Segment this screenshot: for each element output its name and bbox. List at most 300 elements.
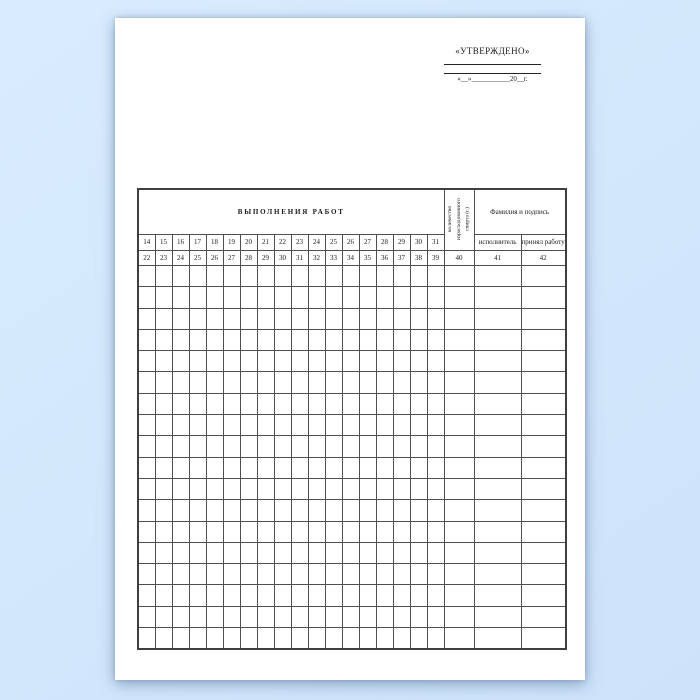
grid-cell [376, 457, 393, 478]
grid-cell [393, 372, 410, 393]
grid-cell [240, 585, 257, 606]
grid-cell [240, 372, 257, 393]
grid-cell [521, 308, 566, 329]
day-number-cell: 25 [325, 235, 342, 251]
grid-cell [155, 585, 172, 606]
grid-cell [521, 585, 566, 606]
document-page [115, 18, 585, 680]
column-numbers-row [138, 251, 566, 266]
grid-cell [474, 564, 521, 585]
day-number-cell: 27 [359, 235, 376, 251]
grid-cell [444, 393, 474, 414]
grid-cell [138, 393, 155, 414]
grid-cell [189, 585, 206, 606]
grid-cell [189, 521, 206, 542]
grid-cell [240, 521, 257, 542]
day-number-cell: 19 [223, 235, 240, 251]
grid-cell [257, 478, 274, 499]
grid-cell [308, 372, 325, 393]
grid-cell [359, 393, 376, 414]
grid-cell [155, 415, 172, 436]
grid-cell [342, 415, 359, 436]
day-number-cell: 17 [189, 235, 206, 251]
grid-cell [274, 585, 291, 606]
grid-cell [359, 542, 376, 563]
grid-cell [393, 457, 410, 478]
grid-cell [342, 393, 359, 414]
grid-cell [325, 628, 342, 649]
grid-cell [308, 266, 325, 287]
grid-cell [393, 628, 410, 649]
grid-cell [223, 287, 240, 308]
grid-cell [325, 393, 342, 414]
grid-cell [376, 266, 393, 287]
day-number-cell: 28 [376, 235, 393, 251]
grid-row [138, 457, 566, 478]
grid-cell [444, 457, 474, 478]
grid-cell [393, 436, 410, 457]
grid-cell [474, 521, 521, 542]
grid-cell [206, 628, 223, 649]
grid-cell [308, 585, 325, 606]
grid-cell [172, 351, 189, 372]
grid-cell [223, 415, 240, 436]
signature-header-cell: Фамилия и подпись [474, 189, 566, 235]
grid-cell [206, 329, 223, 350]
grid-cell [474, 393, 521, 414]
grid-cell [427, 606, 444, 627]
column-number-cell: 32 [308, 251, 325, 266]
day-number-cell: 15 [155, 235, 172, 251]
grid-cell [376, 372, 393, 393]
day-number-cell: 18 [206, 235, 223, 251]
grid-cell [325, 585, 342, 606]
grid-cell [189, 628, 206, 649]
column-number-cell: 22 [138, 251, 155, 266]
grid-cell [172, 393, 189, 414]
grid-cell [342, 457, 359, 478]
grid-cell [274, 266, 291, 287]
grid-cell [308, 500, 325, 521]
grid-cell [376, 308, 393, 329]
grid-cell [521, 564, 566, 585]
grid-cell [376, 287, 393, 308]
grid-cell [444, 372, 474, 393]
grid-cell [376, 521, 393, 542]
grid-cell [308, 478, 325, 499]
grid-cell [325, 308, 342, 329]
grid-cell [393, 478, 410, 499]
grid-cell [189, 308, 206, 329]
grid-cell [308, 393, 325, 414]
worklog-table [137, 188, 567, 650]
grid-cell [257, 329, 274, 350]
signature-line-2 [444, 73, 541, 74]
grid-cell [410, 351, 427, 372]
day-number-cell: 30 [410, 235, 427, 251]
grid-cell [274, 287, 291, 308]
grid-cell [376, 585, 393, 606]
grid-cell [427, 287, 444, 308]
grid-cell [376, 564, 393, 585]
column-number-cell: 28 [240, 251, 257, 266]
grid-cell [206, 500, 223, 521]
grid-cell [291, 415, 308, 436]
grid-cell [521, 500, 566, 521]
grid-cell [521, 457, 566, 478]
grid-cell [444, 585, 474, 606]
grid-cell [223, 393, 240, 414]
grid-cell [172, 542, 189, 563]
grid-cell [155, 308, 172, 329]
grid-cell [308, 521, 325, 542]
grid-row [138, 287, 566, 308]
grid-cell [138, 329, 155, 350]
grid-cell [291, 478, 308, 499]
grid-cell [155, 393, 172, 414]
column-number-cell: 27 [223, 251, 240, 266]
grid-cell [427, 372, 444, 393]
grid-cell [474, 628, 521, 649]
grid-cell [376, 436, 393, 457]
grid-cell [376, 628, 393, 649]
grid-cell [274, 329, 291, 350]
grid-cell [274, 351, 291, 372]
grid-cell [240, 478, 257, 499]
grid-cell [393, 329, 410, 350]
grid-cell [138, 606, 155, 627]
grid-cell [427, 308, 444, 329]
grid-cell [206, 393, 223, 414]
grid-cell [189, 436, 206, 457]
grid-cell [359, 415, 376, 436]
grid-cell [274, 542, 291, 563]
grid-cell [342, 542, 359, 563]
grid-cell [291, 266, 308, 287]
grid-cell [240, 542, 257, 563]
grid-cell [274, 521, 291, 542]
grid-cell [189, 415, 206, 436]
grid-cell [474, 500, 521, 521]
grid-row [138, 393, 566, 414]
grid-cell [172, 478, 189, 499]
grid-cell [138, 436, 155, 457]
grid-cell [521, 628, 566, 649]
grid-cell [444, 564, 474, 585]
grid-cell [223, 308, 240, 329]
grid-cell [393, 287, 410, 308]
grid-cell [291, 500, 308, 521]
grid-cell [240, 457, 257, 478]
grid-cell [291, 542, 308, 563]
grid-cell [427, 415, 444, 436]
grid-cell [308, 329, 325, 350]
grid-cell [291, 521, 308, 542]
grid-cell [308, 542, 325, 563]
grid-cell [410, 287, 427, 308]
grid-cell [325, 542, 342, 563]
grid-cell [155, 457, 172, 478]
grid-cell [138, 564, 155, 585]
grid-row [138, 415, 566, 436]
grid-cell [172, 564, 189, 585]
day-number-cell: 16 [172, 235, 189, 251]
grid-cell [257, 628, 274, 649]
grid-cell [444, 521, 474, 542]
grid-cell [376, 329, 393, 350]
grid-cell [359, 308, 376, 329]
grid-cell [342, 372, 359, 393]
grid-cell [138, 308, 155, 329]
grid-cell [189, 500, 206, 521]
column-number-cell: 39 [427, 251, 444, 266]
column-number-cell: 25 [189, 251, 206, 266]
grid-cell [172, 329, 189, 350]
grid-cell [308, 628, 325, 649]
grid-cell [342, 564, 359, 585]
grid-cell [308, 457, 325, 478]
grid-cell [359, 351, 376, 372]
grid-cell [257, 351, 274, 372]
grid-cell [474, 351, 521, 372]
grid-cell [274, 628, 291, 649]
grid-cell [308, 351, 325, 372]
alcohol-column-header-text: количество израсходованного спирта (г.) [446, 198, 471, 240]
grid-cell [359, 372, 376, 393]
grid-cell [138, 287, 155, 308]
grid-cell [342, 606, 359, 627]
grid-row [138, 478, 566, 499]
grid-cell [274, 393, 291, 414]
grid-cell [308, 287, 325, 308]
grid-cell [172, 436, 189, 457]
grid-cell [410, 393, 427, 414]
grid-cell [223, 500, 240, 521]
grid-cell [393, 266, 410, 287]
table-title: ВЫПОЛНЕНИЯ РАБОТ [138, 189, 444, 235]
grid-cell [223, 606, 240, 627]
grid-cell [240, 606, 257, 627]
grid-cell [410, 478, 427, 499]
grid-cell [240, 351, 257, 372]
grid-cell [393, 351, 410, 372]
grid-cell [223, 542, 240, 563]
grid-cell [376, 542, 393, 563]
grid-cell [521, 351, 566, 372]
grid-cell [427, 585, 444, 606]
grid-cell [474, 329, 521, 350]
grid-cell [474, 457, 521, 478]
grid-cell [521, 329, 566, 350]
grid-cell [427, 628, 444, 649]
grid-cell [325, 266, 342, 287]
grid-cell [257, 308, 274, 329]
grid-cell [206, 457, 223, 478]
grid-cell [325, 287, 342, 308]
grid-row [138, 308, 566, 329]
grid-cell [206, 542, 223, 563]
day-number-cell: 23 [291, 235, 308, 251]
grid-cell [274, 308, 291, 329]
column-number-cell: 36 [376, 251, 393, 266]
column-number-cell: 31 [291, 251, 308, 266]
grid-cell [206, 585, 223, 606]
grid-cell [223, 457, 240, 478]
grid-cell [189, 266, 206, 287]
grid-cell [342, 287, 359, 308]
grid-cell [410, 542, 427, 563]
grid-cell [427, 478, 444, 499]
grid-cell [155, 478, 172, 499]
grid-cell [359, 628, 376, 649]
column-number-cell: 33 [325, 251, 342, 266]
day-number-cell: 21 [257, 235, 274, 251]
grid-cell [274, 606, 291, 627]
grid-cell [342, 478, 359, 499]
col-number-40: 40 [444, 251, 474, 266]
grid-cell [359, 329, 376, 350]
day-number-cell: 29 [393, 235, 410, 251]
col-number-42: 42 [521, 251, 566, 266]
grid-cell [274, 500, 291, 521]
grid-cell [474, 585, 521, 606]
grid-cell [155, 287, 172, 308]
grid-cell [444, 351, 474, 372]
grid-cell [521, 266, 566, 287]
grid-cell [189, 564, 206, 585]
grid-cell [155, 521, 172, 542]
grid-cell [444, 628, 474, 649]
grid-cell [257, 372, 274, 393]
grid-row [138, 542, 566, 563]
grid-cell [138, 372, 155, 393]
grid-cell [257, 606, 274, 627]
grid-cell [155, 606, 172, 627]
grid-row [138, 436, 566, 457]
grid-cell [427, 266, 444, 287]
grid-cell [257, 287, 274, 308]
grid-cell [393, 542, 410, 563]
grid-cell [189, 287, 206, 308]
grid-cell [138, 478, 155, 499]
grid-cell [206, 521, 223, 542]
grid-cell [206, 478, 223, 499]
grid-row [138, 521, 566, 542]
grid-cell [291, 308, 308, 329]
grid-cell [308, 606, 325, 627]
grid-cell [474, 478, 521, 499]
grid-cell [410, 457, 427, 478]
grid-cell [240, 287, 257, 308]
grid-cell [206, 606, 223, 627]
grid-cell [308, 436, 325, 457]
grid-cell [138, 542, 155, 563]
grid-cell [206, 308, 223, 329]
grid-cell [410, 415, 427, 436]
grid-cell [325, 457, 342, 478]
grid-cell [427, 457, 444, 478]
grid-row [138, 372, 566, 393]
day-numbers-row [138, 235, 566, 251]
column-number-cell: 30 [274, 251, 291, 266]
grid-cell [138, 500, 155, 521]
grid-cell [274, 372, 291, 393]
grid-cell [138, 266, 155, 287]
grid-row [138, 628, 566, 649]
grid-cell [444, 287, 474, 308]
grid-cell [172, 266, 189, 287]
grid-cell [155, 372, 172, 393]
column-number-cell: 26 [206, 251, 223, 266]
grid-cell [410, 628, 427, 649]
grid-cell [223, 478, 240, 499]
grid-cell [410, 372, 427, 393]
grid-cell [444, 478, 474, 499]
grid-cell [474, 415, 521, 436]
grid-cell [427, 542, 444, 563]
grid-cell [138, 628, 155, 649]
grid-cell [359, 521, 376, 542]
grid-cell [291, 457, 308, 478]
grid-cell [521, 478, 566, 499]
grid-cell [359, 478, 376, 499]
grid-cell [308, 415, 325, 436]
grid-row [138, 329, 566, 350]
grid-cell [274, 415, 291, 436]
grid-cell [359, 564, 376, 585]
grid-cell [359, 287, 376, 308]
grid-cell [410, 436, 427, 457]
grid-cell [427, 329, 444, 350]
grid-cell [325, 606, 342, 627]
grid-cell [257, 266, 274, 287]
grid-cell [291, 564, 308, 585]
grid-cell [240, 564, 257, 585]
approved-block [444, 46, 541, 83]
grid-cell [291, 372, 308, 393]
grid-cell [376, 478, 393, 499]
grid-cell [257, 542, 274, 563]
grid-cell [223, 521, 240, 542]
grid-cell [325, 521, 342, 542]
grid-row [138, 351, 566, 372]
grid-cell [521, 393, 566, 414]
grid-cell [172, 521, 189, 542]
grid-cell [240, 436, 257, 457]
grid-cell [206, 372, 223, 393]
grid-cell [291, 606, 308, 627]
grid-cell [393, 606, 410, 627]
grid-cell [474, 372, 521, 393]
grid-row [138, 585, 566, 606]
grid-cell [172, 606, 189, 627]
grid-cell [444, 436, 474, 457]
grid-cell [223, 436, 240, 457]
grid-cell [223, 329, 240, 350]
grid-cell [393, 521, 410, 542]
grid-cell [325, 329, 342, 350]
grid-cell [189, 478, 206, 499]
grid-cell [240, 628, 257, 649]
grid-cell [325, 436, 342, 457]
approved-title: «УТВЕРЖДЕНО» [455, 46, 530, 56]
accepted-header-cell: принял работу [521, 235, 566, 251]
grid-cell [291, 436, 308, 457]
grid-cell [521, 542, 566, 563]
grid-cell [138, 351, 155, 372]
grid-cell [444, 266, 474, 287]
grid-cell [189, 542, 206, 563]
